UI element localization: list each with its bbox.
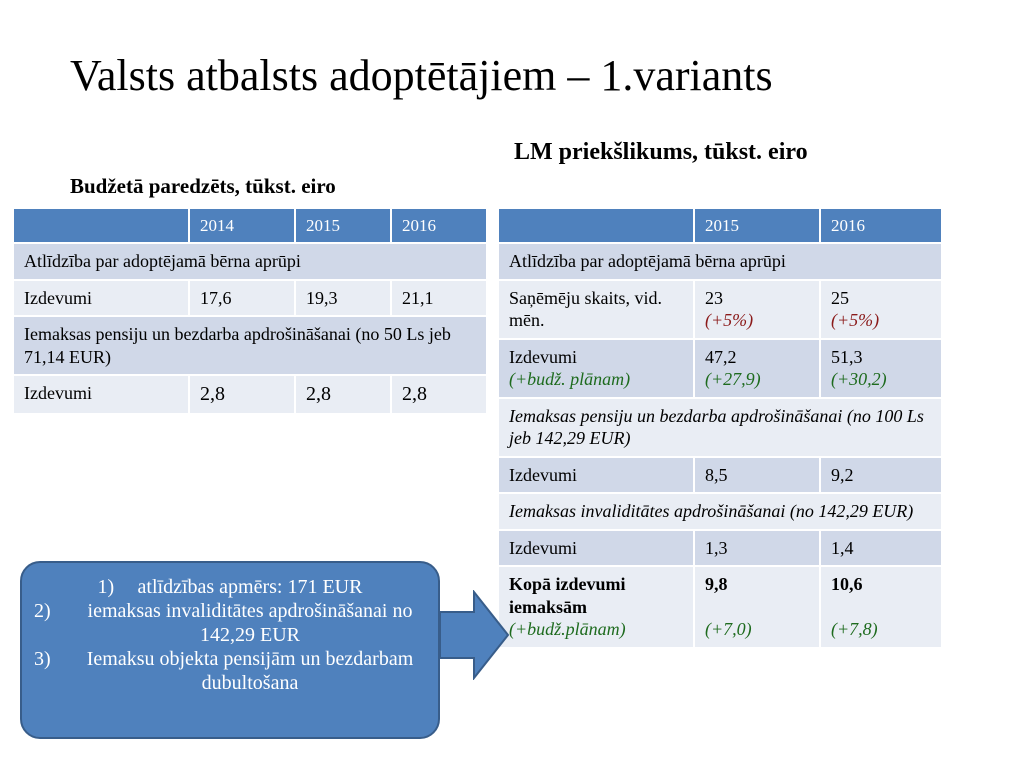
value: 47,2 [705, 346, 737, 367]
budget-note: (+budž. plānam) [509, 369, 631, 390]
label: Kopā izdevumi iemaksām [509, 574, 626, 617]
change-note: (+30,2) [831, 369, 887, 390]
column-header-2016: 2016 [391, 208, 487, 243]
table-row [498, 457, 942, 494]
value-cell: 1,4 [820, 530, 942, 567]
proposal-table [497, 207, 943, 649]
list-item [34, 575, 426, 599]
change-note: (+27,9) [705, 369, 761, 390]
value-cell [694, 280, 820, 339]
value-cell [820, 280, 942, 339]
value-cell [694, 339, 820, 398]
list-item [34, 647, 426, 695]
table-row [13, 243, 487, 280]
value: 51,3 [831, 346, 863, 367]
column-header-2015: 2015 [694, 208, 820, 243]
section-header: Iemaksas invaliditātes apdrošināšanai (no 142,29 EUR) [498, 493, 942, 530]
value-cell: 2,8 [295, 375, 391, 414]
list-text: iemaksas invaliditātes apdrošināšanai no 142,29 EUR [87, 600, 413, 646]
value-cell: 17,6 [189, 280, 295, 317]
value-cell: 21,1 [391, 280, 487, 317]
left-table-heading: Budžetā paredzēts, tūkst. eiro [70, 174, 336, 198]
summary-callout [20, 561, 440, 739]
value-cell: 1,3 [694, 530, 820, 567]
section-header: Iemaksas pensiju un bezdarba apdrošināšanai (no 50 Ls jeb 71,14 EUR) [13, 316, 487, 375]
list-text: atlīdzības apmērs: 171 EUR [137, 576, 363, 598]
table-row [498, 280, 942, 339]
value: 23 [705, 287, 723, 308]
value-cell [820, 339, 942, 398]
right-arrow-icon [440, 590, 510, 680]
page-title: Valsts atbalsts adoptētājiem – 1.variants [70, 51, 773, 100]
row-label: Izdevumi [13, 375, 189, 414]
label: Izdevumi [509, 346, 577, 367]
row-label: Izdevumi [13, 280, 189, 317]
row-label: Saņēmēju skaits, vid. mēn. [498, 280, 694, 339]
value-cell [820, 566, 942, 648]
value: 25 [831, 287, 849, 308]
value-cell: 9,2 [820, 457, 942, 494]
budget-note: (+budž.plānam) [509, 619, 626, 640]
value-cell: 8,5 [694, 457, 820, 494]
change-note: (+7,8) [831, 618, 878, 639]
column-header-empty [13, 208, 189, 243]
list-number: 3) [34, 648, 51, 670]
table-row [13, 316, 487, 375]
right-table-heading: LM priekšlikums, tūkst. eiro [514, 139, 808, 165]
column-header-2016: 2016 [820, 208, 942, 243]
list-text: Iemaksu objekta pensijām un bezdarbam dubultošana [86, 648, 414, 694]
list-number: 2) [34, 600, 51, 622]
value-cell: 19,3 [295, 280, 391, 317]
section-header: Atlīdzība par adoptējamā bērna aprūpi [498, 243, 942, 280]
row-label [498, 339, 694, 398]
row-label: Izdevumi [498, 457, 694, 494]
value-cell [694, 566, 820, 648]
value: 9,8 [705, 574, 728, 595]
value-cell: 2,8 [391, 375, 487, 414]
section-header: Iemaksas pensiju un bezdarba apdrošināšanai (no 100 Ls jeb 142,29 EUR) [498, 398, 942, 457]
column-header-empty [498, 208, 694, 243]
change-note: (+5%) [705, 310, 754, 331]
table-row [13, 375, 487, 414]
table-row [498, 493, 942, 530]
row-label: Izdevumi [498, 530, 694, 567]
budget-table [12, 207, 488, 415]
list-item [34, 599, 426, 647]
list-number: 1) [97, 576, 115, 598]
table-row [498, 339, 942, 398]
table-row [13, 280, 487, 317]
change-note: (+5%) [831, 310, 880, 331]
table-row [498, 566, 942, 648]
value-cell: 2,8 [189, 375, 295, 414]
table-row [498, 398, 942, 457]
change-note: (+7,0) [705, 618, 752, 639]
row-label [498, 566, 694, 648]
column-header-2015: 2015 [295, 208, 391, 243]
section-header: Atlīdzība par adoptējamā bērna aprūpi [13, 243, 487, 280]
value: 10,6 [831, 574, 863, 595]
table-row [498, 243, 942, 280]
table-row [498, 530, 942, 567]
column-header-2014: 2014 [189, 208, 295, 243]
